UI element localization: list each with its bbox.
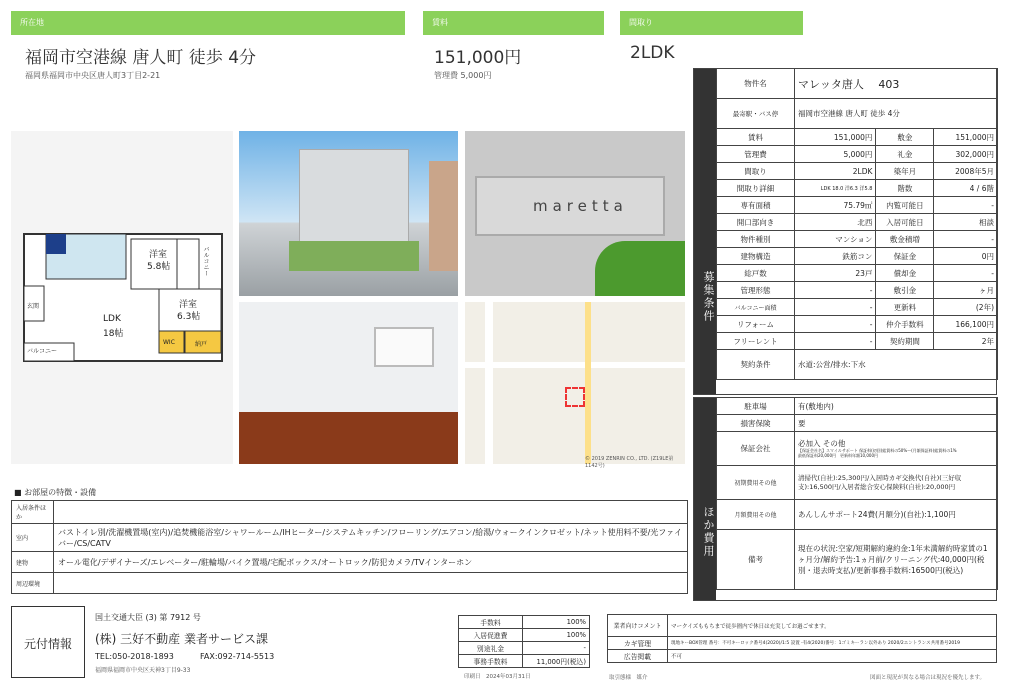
- sign-text: maretta: [533, 197, 628, 215]
- spec-value: -: [795, 282, 876, 299]
- spec-label: 築年月: [876, 163, 934, 180]
- name-label: 物件名: [717, 69, 795, 99]
- wic-label: WIC: [163, 339, 175, 346]
- spec-label: 物件種別: [717, 231, 795, 248]
- map-image: [465, 302, 685, 469]
- ldk-label: LDK: [103, 314, 121, 324]
- spec-label: 敷金積増: [876, 231, 934, 248]
- feature-value: バストイレ別/洗濯機置場(室内)/追焚機能浴室/シャワールーム/IHヒーター/システムキッチン/フローリング/エアコン/給湯/ウォークインクロゼット/ネット使用料不要/光ファイバー/CS/CATV: [54, 524, 688, 552]
- spec-label: 敷引金: [876, 282, 934, 299]
- agent-company: (株) 三好不動産 業者サービス課: [95, 632, 268, 646]
- spec-row: [717, 282, 998, 299]
- agent-tel: TEL:050-2018-1893: [95, 652, 174, 661]
- location-line: 福岡市空港線 唐人町 徒歩 4分: [25, 48, 257, 68]
- comment-label: 業者向けコメント: [608, 615, 668, 637]
- spec-value: 302,000円: [934, 146, 998, 163]
- spec-label: バルコニー面積: [717, 299, 795, 316]
- rent-header: 賃料: [423, 11, 604, 35]
- key-label: カギ管理: [608, 637, 668, 650]
- spec-label: 賃料: [717, 129, 795, 146]
- location-address: 福岡県福岡市中央区唐人町3丁目2-21: [25, 71, 161, 80]
- entrance-sign-photo: [465, 131, 685, 296]
- spec-label: 階数: [876, 180, 934, 197]
- room1-size: 5.8帖: [147, 262, 171, 272]
- parking-label: 駐車場: [717, 398, 795, 415]
- fee-label: 手数料: [459, 616, 523, 629]
- spec-value: -: [934, 265, 998, 282]
- ad-label: 広告掲載: [608, 650, 668, 663]
- monthly-value: あんしんサポート24費(月額分)(自社):1,100円: [795, 500, 998, 530]
- feature-row: [12, 573, 688, 594]
- spec-label: 入居可能日: [876, 214, 934, 231]
- spec-row: [717, 180, 998, 197]
- fee-label: 別途礼金: [459, 642, 523, 655]
- spec-value: 75.79㎡: [795, 197, 876, 214]
- layout-type: 2LDK: [630, 43, 675, 63]
- fee-value: -: [523, 642, 590, 655]
- spec-value: 151,000円: [934, 129, 998, 146]
- recruit-vertical-label: 募集条件: [694, 69, 716, 394]
- feature-label: 入居条件ほか: [12, 501, 54, 524]
- feature-value: オール電化/デザイナーズ/エレベーター/駐輪場/バイク置場/宅配ボックス/オートロック/防犯カメラ/TVインターホン: [54, 552, 688, 573]
- floorplan-drawing: [11, 131, 233, 464]
- room2-label: 洋室: [179, 300, 198, 310]
- spec-label: 礼金: [876, 146, 934, 163]
- room2-size: 6.3帖: [177, 312, 201, 322]
- spec-value: 4 / 6階: [934, 180, 998, 197]
- spec-value: -: [934, 231, 998, 248]
- spec-row: [717, 316, 998, 333]
- property-name: マレッタ唐人 403: [795, 69, 998, 99]
- footer-note: 図面と現況が異なる場合は現況を優先します。: [870, 675, 986, 681]
- monthly-label: 月額費用その他: [717, 500, 795, 530]
- spec-row: [717, 231, 998, 248]
- spec-label: 償却金: [876, 265, 934, 282]
- spec-value: 北西: [795, 214, 876, 231]
- feature-row: [12, 524, 688, 552]
- spec-label: 契約期間: [876, 333, 934, 350]
- fee-label: 事務手数料: [459, 655, 523, 668]
- contract-value: 水道:公営/排水:下水: [795, 350, 998, 380]
- spec-label: 建物構造: [717, 248, 795, 265]
- fees-table: [458, 615, 590, 668]
- parking-value: 有(敷地内): [795, 398, 998, 415]
- spec-row: [717, 129, 998, 146]
- map-copyright: © 2019 ZENRIN CO., LTD. (Z19LE第1142号): [585, 456, 674, 469]
- guarantor-value: 必加入 その他: [798, 439, 846, 448]
- floorplan-image: [11, 131, 233, 464]
- insurance-label: 損害保険: [717, 415, 795, 432]
- fee-row: [459, 655, 590, 668]
- station-label: 最寄駅・バス停: [717, 99, 795, 129]
- spec-label: 仲介手数料: [876, 316, 934, 333]
- spec-value: -: [795, 316, 876, 333]
- spec-label: フリーレント: [717, 333, 795, 350]
- exterior-photo: [239, 131, 458, 296]
- guarantor-note1: 【保証会社名】スマイルサポート 保証料(初回)総賃料の50%〜(月額保証料)総賃料の1%: [798, 448, 957, 453]
- spec-label: 開口部向き: [717, 214, 795, 231]
- rent-mgmt: 管理費 5,000円: [434, 71, 492, 80]
- spec-value: 151,000円: [795, 129, 876, 146]
- interior-photo: [239, 302, 458, 464]
- agent-fax: FAX:092-714-5513: [200, 652, 275, 661]
- station-value: 福岡市空港線 唐人町 徒歩 4分: [795, 99, 998, 129]
- spec-value: 5,000円: [795, 146, 876, 163]
- feature-value: [54, 501, 688, 524]
- room1-label: 洋室: [149, 250, 168, 260]
- spec-row: [717, 333, 998, 350]
- spec-label: 間取り: [717, 163, 795, 180]
- balcony2-label: バルコニー: [202, 246, 209, 276]
- agent-label: 元付情報: [11, 606, 85, 678]
- fee-value: 11,000円(税込): [523, 655, 590, 668]
- spec-value: 2年: [934, 333, 998, 350]
- recruit-panel: [693, 68, 997, 395]
- spec-row: [717, 248, 998, 265]
- transaction-type: 取引態様 媒介: [609, 675, 648, 681]
- ldk-size: 18帖: [103, 329, 124, 339]
- feature-value: [54, 573, 688, 594]
- spec-value: 相談: [934, 214, 998, 231]
- spec-value: 166,100円: [934, 316, 998, 333]
- key-value: 現地キーBOX管理 番号：不可キーロック番号4(2020)/1:5 設置 -有4(2020)番号：1ゴミキーラン以外あり 2020/2エントランス共用番号2019: [668, 637, 997, 650]
- fee-row: [459, 642, 590, 655]
- feature-label: 建物: [12, 552, 54, 573]
- spec-value: ヶ月: [934, 282, 998, 299]
- features-heading: ■ お部屋の特徴・設備: [14, 488, 97, 497]
- spec-value: 2008年5月: [934, 163, 998, 180]
- contract-label: 契約条件: [717, 350, 795, 380]
- fee-value: 100%: [523, 616, 590, 629]
- features-table: [11, 500, 688, 594]
- spec-label: 専有面積: [717, 197, 795, 214]
- ad-value: 不可: [668, 650, 997, 663]
- spec-value: 23戸: [795, 265, 876, 282]
- spec-label: 保証金: [876, 248, 934, 265]
- comment-value: マークイズももちまで徒歩圏内で休日は充実してお過ごせます。: [668, 615, 997, 637]
- spec-label: 更新料: [876, 299, 934, 316]
- spec-label: 管理形態: [717, 282, 795, 299]
- spec-value: 2LDK: [795, 163, 876, 180]
- location-header: 所在地: [11, 11, 405, 35]
- feature-label: 周辺環境: [12, 573, 54, 594]
- spec-value: -: [795, 299, 876, 316]
- spec-value: (2年): [934, 299, 998, 316]
- spec-label: 間取り詳細: [717, 180, 795, 197]
- fee-row: [459, 629, 590, 642]
- rent-price: 151,000円: [434, 48, 522, 68]
- other-vertical-label: ほか費用: [694, 398, 716, 600]
- layout-header: 間取り: [620, 11, 803, 35]
- spec-label: 総戸数: [717, 265, 795, 282]
- spec-row: [717, 163, 998, 180]
- spec-label: 管理費: [717, 146, 795, 163]
- insurance-value: 要: [795, 415, 998, 432]
- fee-value: 100%: [523, 629, 590, 642]
- fee-row: [459, 616, 590, 629]
- remarks-value: 現在の状況:空家/短期解約違約金:1年未満解約時家賃の1ヶ月分/解約予告:1ヵ月前/クリーニング代:40,000円(税別・退去時支払)/更新事務手数料:16500円(税込): [795, 530, 998, 590]
- spec-value: -: [934, 197, 998, 214]
- other-cost-panel: [693, 397, 997, 601]
- nando-label: 納戸: [195, 341, 208, 348]
- guarantor-note2: 最低保証料20,000円 更新料年額10,000円: [798, 453, 878, 458]
- ad-table: [607, 614, 997, 663]
- balcony-label: バルコニー: [27, 348, 58, 355]
- spec-row: [717, 146, 998, 163]
- spec-row: [717, 214, 998, 231]
- spec-value: LDK 18.0 洋6.3 洋5.8: [795, 180, 876, 197]
- fee-label: 入居促進費: [459, 629, 523, 642]
- feature-label: 室内: [12, 524, 54, 552]
- spec-row: [717, 265, 998, 282]
- spec-label: リフォーム: [717, 316, 795, 333]
- feature-row: [12, 501, 688, 524]
- print-date: 印刷日 2024年03月31日: [464, 674, 531, 680]
- spec-value: -: [795, 333, 876, 350]
- spec-value: 0円: [934, 248, 998, 265]
- map-marker-icon: [565, 387, 585, 407]
- remarks-label: 備考: [717, 530, 795, 590]
- spec-value: マンション: [795, 231, 876, 248]
- spec-label: 内覧可能日: [876, 197, 934, 214]
- spec-label: 敷金: [876, 129, 934, 146]
- features-heading-text: お部屋の特徴・設備: [24, 488, 97, 497]
- agent-address: 福岡県福岡市中央区天神3丁目9-33: [95, 667, 191, 674]
- spec-row: [717, 299, 998, 316]
- genkan-label: 玄関: [27, 303, 40, 310]
- spec-value: 鉄筋コン: [795, 248, 876, 265]
- initial-value: 清掃代(自社):25,300円/入居時カギ交換代(自社)(三好収支):16,500円/入居者総合安心保険料(自社):20,000円: [795, 466, 998, 500]
- spec-row: [717, 197, 998, 214]
- feature-row: [12, 552, 688, 573]
- guarantor-label: 保証会社: [717, 432, 795, 466]
- initial-label: 初期費用その他: [717, 466, 795, 500]
- agent-license: 国土交通大臣 (3) 第 7912 号: [95, 613, 201, 622]
